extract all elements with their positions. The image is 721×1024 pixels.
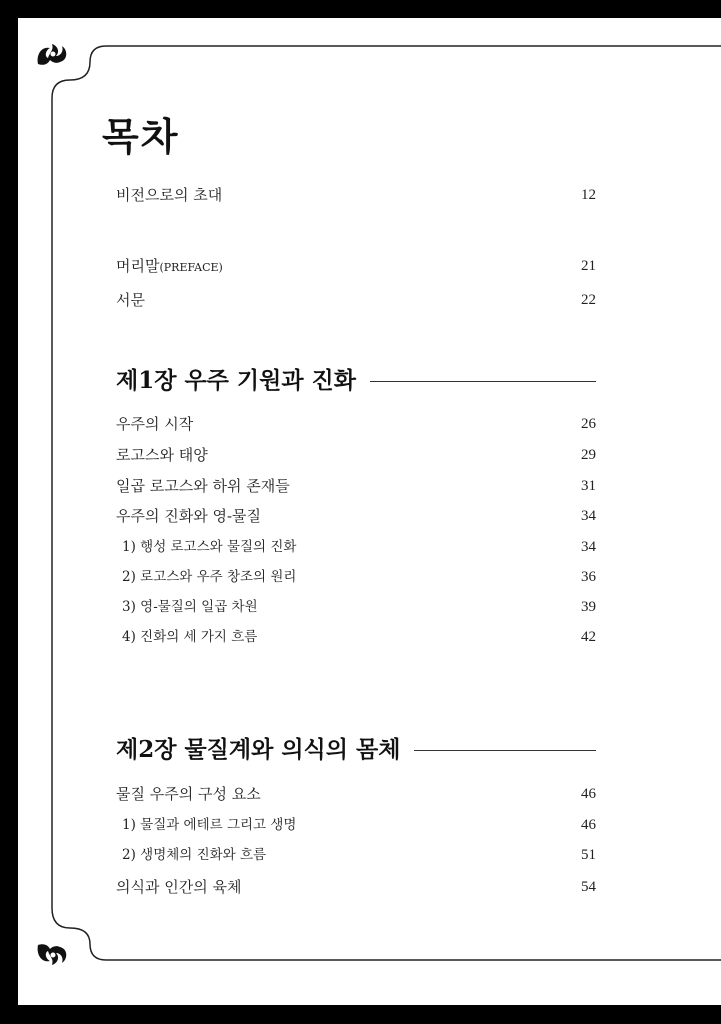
- toc-entry: [116, 413, 596, 435]
- toc-entry: [116, 475, 596, 497]
- toc-entry-page: 39: [581, 599, 596, 615]
- toc-entry-page: 12: [581, 187, 596, 203]
- toc-entry-title: 2) 로고스와 우주 창조의 원리: [122, 569, 297, 585]
- chapter-title: 제2장 물질계와 의식의 몸체: [116, 734, 414, 766]
- toc-entry-page: 42: [581, 629, 596, 645]
- toc-entry-title: 3) 영-물질의 일곱 차원: [122, 599, 258, 615]
- toc-entry-title: 의식과 인간의 육체: [116, 878, 242, 896]
- toc-entry-title-main: 머리말: [116, 257, 160, 275]
- toc-entry-page: 46: [581, 786, 596, 802]
- toc-entry-title: 1) 행성 로고스와 물질의 진화: [122, 539, 297, 555]
- toc-subentry: [122, 626, 596, 648]
- toc-entry-title: 1) 물질과 에테르 그리고 생명: [122, 817, 297, 833]
- toc-entry-page: 26: [581, 416, 596, 432]
- toc-entry-title: 서문: [116, 291, 145, 309]
- toc-entry-title: 2) 생명체의 진화와 흐름: [122, 847, 267, 863]
- toc-entry-title: 비전으로의 초대: [116, 186, 223, 204]
- toc-entry-page: 34: [581, 508, 596, 524]
- toc-entry: [116, 505, 596, 527]
- toc-entry: [116, 876, 596, 898]
- chapter-heading: [116, 365, 596, 397]
- toc-entry-page: 29: [581, 447, 596, 463]
- page-title: 목차: [102, 114, 180, 159]
- chapter-title: 제1장 우주 기원과 진화: [116, 365, 370, 397]
- toc-entry-page: 21: [581, 258, 596, 274]
- toc-entry-title: 4) 진화의 세 가지 흐름: [122, 629, 258, 645]
- toc-entry: [116, 289, 596, 311]
- toc-entry-page: 31: [581, 478, 596, 494]
- toc-subentry: [122, 566, 596, 588]
- toc-entry-page: 36: [581, 569, 596, 585]
- toc-entry-title: [116, 255, 223, 279]
- toc-entry-page: 54: [581, 879, 596, 895]
- toc-entry-page: 51: [581, 847, 596, 863]
- toc-subentry: [122, 596, 596, 618]
- toc-entry-title-suffix: (PREFACE): [159, 261, 223, 274]
- toc-entry-title: 우주의 진화와 영-물질: [116, 507, 262, 525]
- toc-entry: [116, 783, 596, 805]
- toc-page: [18, 18, 721, 1005]
- toc-entry-page: 34: [581, 539, 596, 555]
- toc-entry-title: 우주의 시작: [116, 415, 194, 433]
- chapter-heading: [116, 734, 596, 766]
- toc-entry: [116, 444, 596, 466]
- fleur-ornament-icon: [34, 38, 70, 70]
- toc-entry-title: 일곱 로고스와 하위 존재들: [116, 477, 290, 495]
- toc-subentry: [122, 844, 596, 866]
- toc-subentry: [122, 536, 596, 558]
- toc-entry-page: 46: [581, 817, 596, 833]
- toc-entry: [116, 255, 596, 277]
- toc-entry: [116, 184, 596, 206]
- toc-entry-title: 로고스와 태양: [116, 446, 208, 464]
- toc-entry-title: 물질 우주의 구성 요소: [116, 785, 261, 803]
- toc-subentry: [122, 814, 596, 836]
- fleur-ornament-icon: [34, 939, 70, 971]
- toc-entry-page: 22: [581, 292, 596, 308]
